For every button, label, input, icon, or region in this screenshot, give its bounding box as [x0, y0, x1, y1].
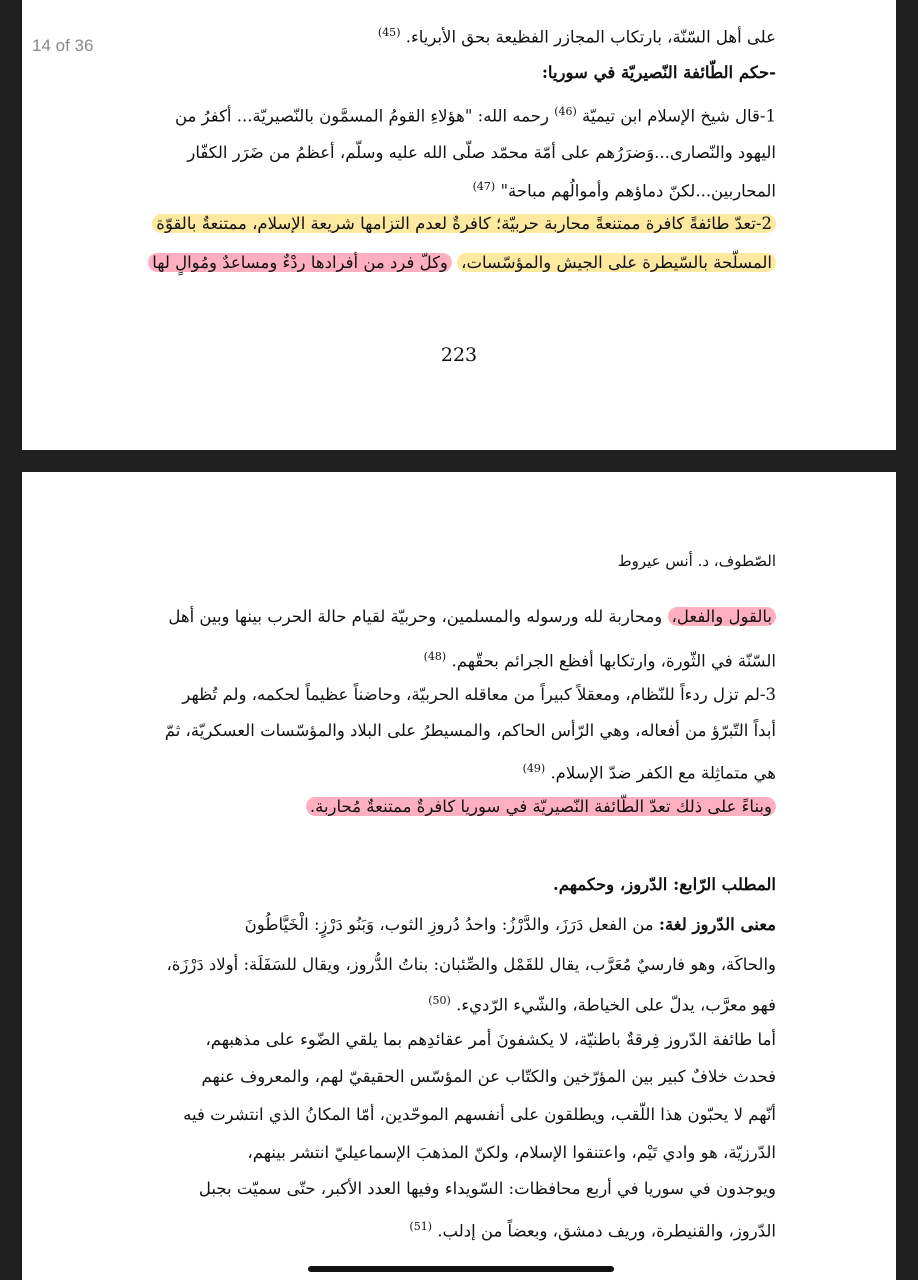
pink-highlight: وكلّ فرد من أفرادها ردْءٌ ومساعدٌ ومُوالٍ لها — [148, 253, 452, 272]
definition-label: معنى الدّروز لغة: — [658, 915, 776, 934]
text-line — [428, 986, 776, 1016]
yellow-highlight: المسلّحة بالسّيطرة على الجيش والمؤسّسات، — [457, 253, 776, 272]
text-line — [473, 172, 776, 202]
footnote-ref[interactable]: (48) — [423, 650, 447, 663]
text-line — [245, 910, 776, 940]
section-heading: المطلب الرّابع: الدّروز، وحكمهم. — [553, 875, 776, 894]
footnote-ref[interactable]: (45) — [377, 26, 401, 39]
line-text: فهو معرَّب، يدلّ على الخياطة، والشّيء الرّديء. — [456, 995, 776, 1015]
line-text: الدّروز، والقنيطرة، وريف دمشق، وبعضاً من إدلب. — [437, 1221, 776, 1241]
pink-highlight: بالقول والفعل، — [668, 607, 776, 626]
footnote-ref[interactable]: (49) — [522, 762, 546, 775]
footnote-ref[interactable]: (51) — [409, 1220, 433, 1233]
text-line: الدّرزيّة، هو وادي تَيْم، واعتنقوا الإسلام، ولكنّ المذهبَ الإسماعيليّ انتشر بينهم، — [247, 1143, 776, 1162]
section-heading: -حكم الطّائفة النّصيريّة في سوريا: — [541, 63, 776, 82]
footnote-ref[interactable]: (50) — [428, 994, 451, 1007]
line-text: على أهل السّنّة، بارتكاب المجازر الفظيعة بحق الأبرياء. — [405, 27, 776, 47]
text-line: ويوجدون في سوريا في أربع محافظات: السّويداء وفيها العدد الأكبر، حتّى سميّت بجبل — [198, 1179, 776, 1198]
text-line: والحاكَة، وهو فارسيٌ مُعَرَّب، يقال للقَمْل والصِّئبان: بناتُ الدُّروز، ويقال للسَفَلَة: أولاد دَرْزَة، — [166, 955, 776, 974]
pink-highlight: وبناءً على ذلك تعدّ الطّائفة النّصيريّة في سوريا كافرةٌ ممتنعةٌ مُحاربة. — [306, 797, 776, 816]
page-number: 223 — [440, 344, 478, 366]
text-line — [409, 1212, 776, 1242]
text-line: أبداً التّبرّؤ من أفعاله، وهي الرّأس الحاكم، والمسيطرُ على البلاد والمؤسّسات العسكريّة، ثمّ — [164, 721, 776, 740]
document-page-lower — [22, 472, 896, 1280]
document-page-upper — [22, 0, 896, 450]
page-counter: 14 of 36 — [32, 36, 94, 55]
line-text: المحاربين...لكنّ دماؤهم وأموالُهم مباحة" — [500, 181, 776, 201]
highlighted-line — [152, 209, 776, 239]
text-line — [378, 18, 776, 48]
text-line — [424, 642, 776, 672]
line-text: ومحاربة لله ورسوله والمسلمين، وحربيّة لقيام حالة الحرب بينها وبين أهل — [168, 607, 663, 626]
text-line — [168, 602, 776, 632]
home-indicator-bar[interactable] — [308, 1266, 614, 1272]
text-line: فحدث خلافٌ كبير بين المؤرّخين والكتّاب عن المؤسّس الحقيقيّ لهم، والمعروف عنهم — [201, 1067, 776, 1086]
text-line — [523, 754, 776, 784]
line-text: السّنّة في الثّورة، وارتكابها أفظع الجرائم بحقّهم. — [451, 651, 776, 671]
text-line — [175, 97, 776, 127]
text-line: اليهود والنّصارى...وَضرَرُهم على أمّة محمّد صلّى الله عليه وسلّم، أعظمُ من ضَرَر الكفّار — [187, 143, 776, 162]
highlighted-line — [306, 792, 776, 822]
text-line: أما طائفة الدّروز فِرقةٌ باطنيّة، لا يكشفونَ أمر عقائدِهم بما يلقي الضّوء على مذهبهم، — [205, 1030, 776, 1049]
line-text: هي متماثِلة مع الكفر ضدّ الإسلام. — [550, 763, 776, 783]
line-text: من الفعل دَرَزَ، والدَّرْزُ: واحدُ دُروزِ الثوب، وَبَنُو دَرْزٍ: الْخَيَّاطُونَ — [244, 915, 654, 934]
highlighted-line — [148, 248, 776, 278]
text-line: 3-لم تزل ردءاً للنّظام، ومعقلاً كبيراً من معاقله الحربيّة، وحاضناً عظيماً لحكمه، ولم تُظهر — [182, 685, 776, 704]
running-head: الصّطوف، د. أنس عيروط — [617, 552, 776, 570]
line-text: رحمه الله: "هؤلاءِ القومُ المسمَّون بالنّصيريّة... أكفرُ من — [174, 106, 549, 126]
yellow-highlight: 2-تعدّ طائفةً كافرة ممتنعةً محاربة حربيّة؛ كافرةٌ لعدم التزامها شريعة الإسلام، ممتنعةٌ بالقوّة — [152, 214, 776, 233]
line-text: 1-قال شيخ الإسلام ابن تيميّة — [582, 106, 776, 126]
footnote-ref[interactable]: (47) — [472, 180, 496, 193]
text-line: أنّهم لا يحبّون هذا اللّقب، ويطلقون على أنفسهم الموحّدين، أمّا المكانُ الذي انتشرت فيه — [183, 1105, 776, 1124]
footnote-ref[interactable]: (46) — [554, 105, 577, 118]
